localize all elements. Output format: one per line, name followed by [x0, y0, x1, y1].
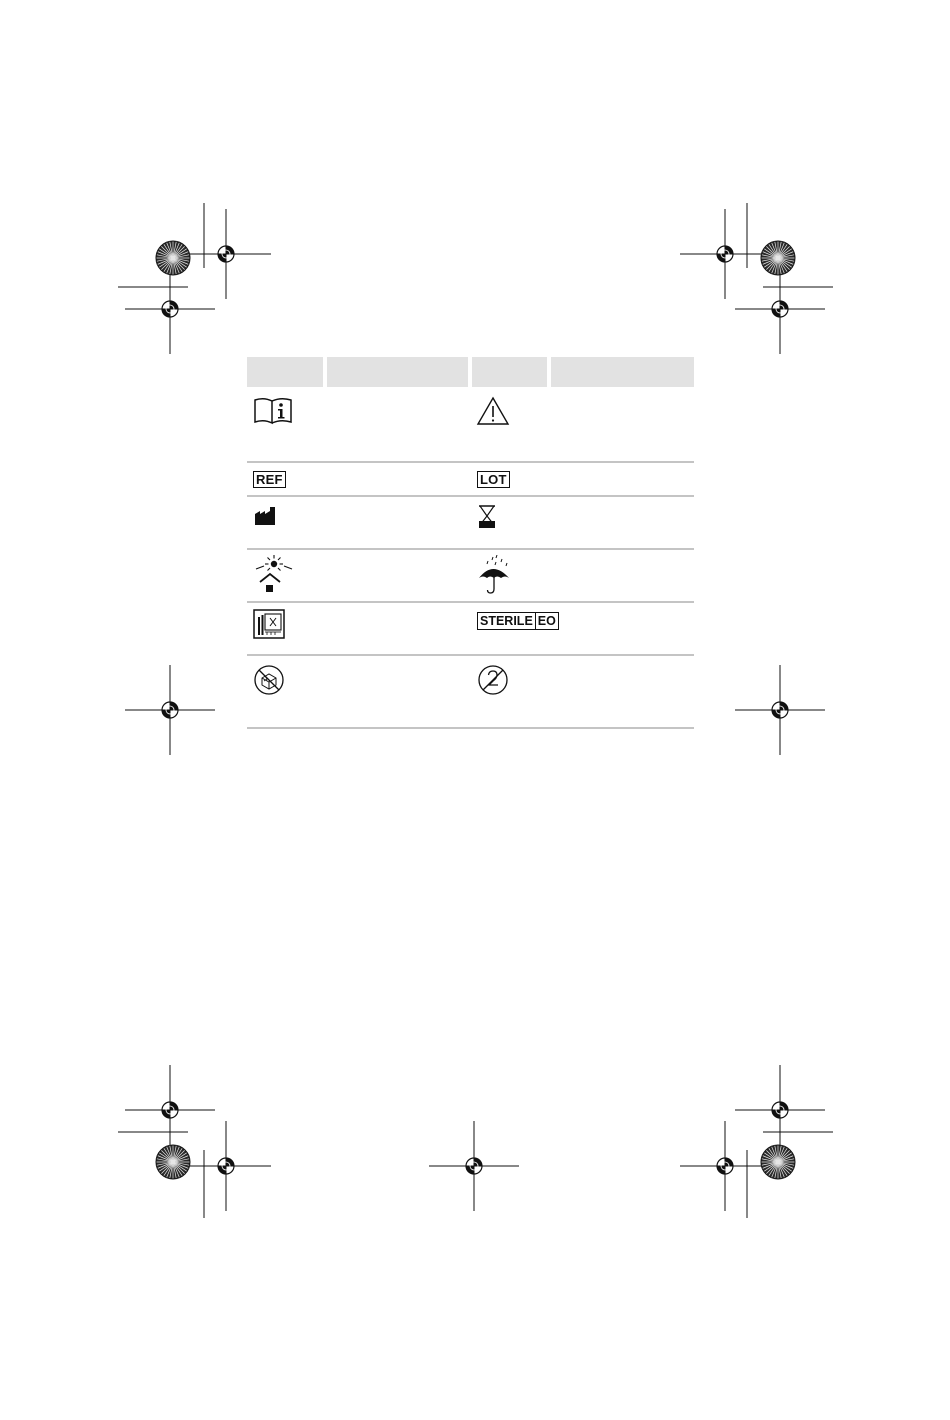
registration-crosshair-icon [680, 209, 770, 299]
registration-crosshair-icon [735, 264, 825, 354]
header-cell-1 [247, 357, 323, 387]
lot-batch-code-symbol: LOT [477, 471, 510, 488]
do-not-reuse-icon [477, 664, 509, 696]
registration-crosshair-icon [125, 1065, 215, 1155]
keep-dry-umbrella-icon [476, 555, 512, 595]
row-divider [247, 548, 694, 550]
sterile-eo-symbol [477, 612, 559, 630]
use-by-date-hourglass-icon [479, 505, 495, 529]
header-cell-4 [551, 357, 694, 387]
row-divider [247, 654, 694, 656]
sterile-label: STERILE [480, 614, 533, 628]
registration-crosshair-icon [680, 1121, 770, 1211]
header-cell-2 [327, 357, 468, 387]
registration-crosshair-icon [735, 665, 825, 755]
caution-warning-icon [476, 396, 510, 426]
eo-label: EO [535, 613, 558, 629]
row-divider [247, 601, 694, 603]
starburst-target-icon [761, 1145, 795, 1179]
registration-crosshair-icon [429, 1121, 519, 1211]
registration-crosshair-icon [181, 1121, 271, 1211]
consult-instructions-icon [253, 397, 293, 425]
registration-crosshair-icon [735, 1065, 825, 1155]
registration-crosshair-icon [125, 665, 215, 755]
do-not-use-if-package-damaged-icon [253, 664, 285, 696]
keep-away-from-sunlight-icon [253, 555, 297, 595]
starburst-target-icon [761, 241, 795, 275]
row-divider [247, 461, 694, 463]
ref-catalog-number-symbol: REF [253, 471, 286, 488]
row-divider [247, 727, 694, 729]
manufacturer-icon [255, 507, 279, 525]
starburst-target-icon [156, 1145, 190, 1179]
registration-crosshair-icon [181, 209, 271, 299]
registration-crosshair-icon [125, 264, 215, 354]
starburst-target-icon [156, 241, 190, 275]
row-divider [247, 495, 694, 497]
use-by-date-calendar-icon [253, 609, 285, 639]
header-cell-3 [472, 357, 547, 387]
